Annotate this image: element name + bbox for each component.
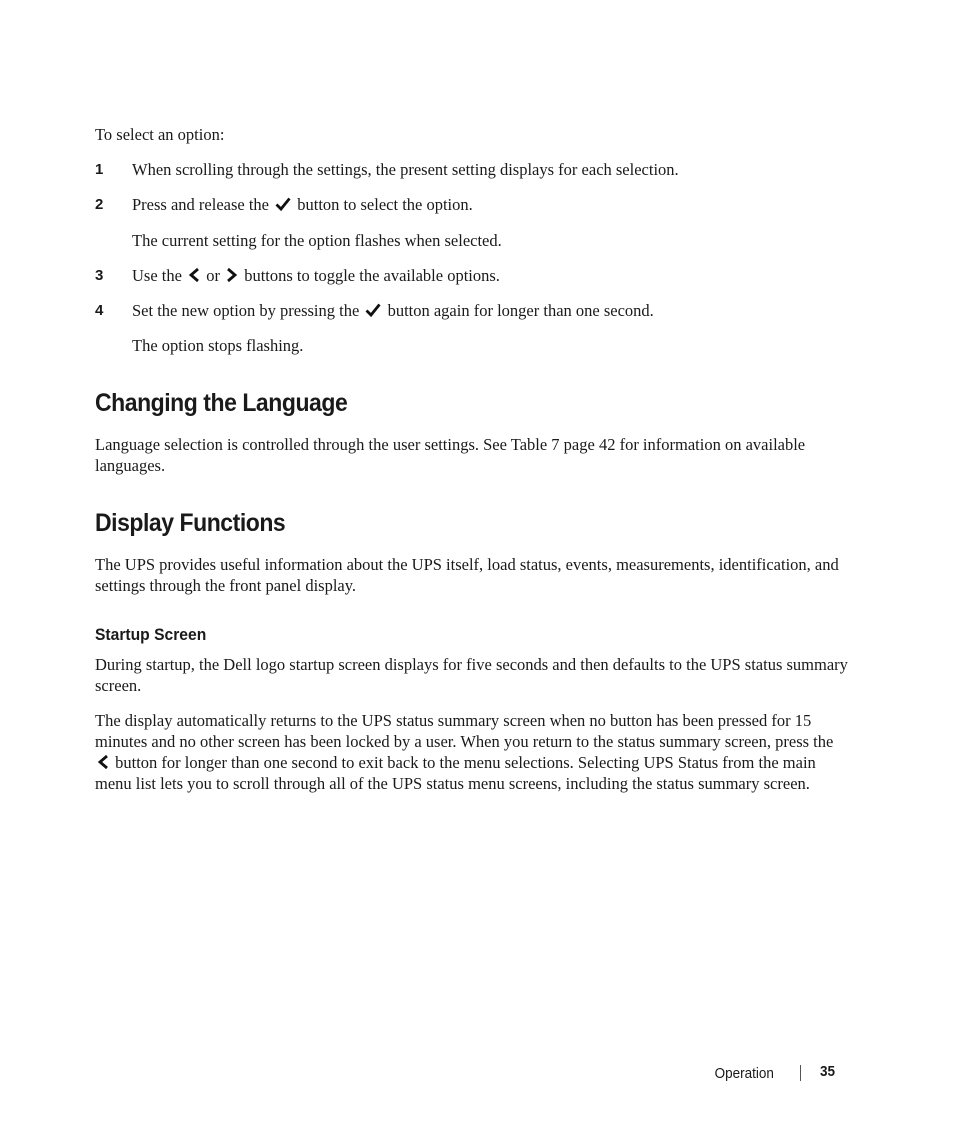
step-text-after: buttons to toggle the available options. <box>244 266 500 285</box>
step-text <box>132 194 852 215</box>
startup-paragraph-1: During startup, the Dell logo startup screen displays for five seconds and then defaults to the UPS status summary screen. <box>95 655 848 695</box>
step-text-after: button again for longer than one second. <box>387 301 654 320</box>
startup-paragraph-2-after: button for longer than one second to exit back to the menu selections. Selecting UPS Status from the main menu list lets you to scroll through all of the UPS status menu screens, including the status summary screen. <box>95 753 816 793</box>
language-paragraph: Language selection is controlled through the user settings. See Table 7 page 42 for information on available languages. <box>95 435 806 475</box>
intro-text: To select an option: <box>95 125 225 144</box>
subsection-heading-startup: Startup Screen <box>95 625 207 644</box>
section-heading-display: Display Functions <box>95 509 286 537</box>
chevron-right-icon <box>226 267 238 283</box>
chevron-left-icon <box>97 754 109 770</box>
page-number: 35 <box>820 1063 836 1080</box>
step-subtext: The option stops flashing. <box>132 336 304 355</box>
footer-divider <box>800 1065 801 1081</box>
step-text-before: Set the new option by pressing the <box>132 301 360 320</box>
footer-section-name: Operation <box>714 1065 774 1082</box>
section-heading-language: Changing the Language <box>95 389 348 417</box>
step-subtext: The current setting for the option flashes when selected. <box>132 231 502 250</box>
check-icon <box>275 196 291 212</box>
step-number: 4 <box>95 302 104 319</box>
step-number: 2 <box>95 196 104 213</box>
step-text: When scrolling through the settings, the present setting displays for each selection. <box>132 160 679 179</box>
startup-paragraph-2-before: The display automatically returns to the UPS status summary screen when no button has been pressed for 15 minutes and no other screen has been locked by a user. When you return to the status summary screen, press the <box>95 711 834 751</box>
step-text <box>132 265 852 286</box>
step-text-before: Press and release the <box>132 195 269 214</box>
check-icon <box>365 302 381 318</box>
page-footer <box>0 1063 954 1083</box>
step-text-before: Use the <box>132 266 182 285</box>
step-text-after: button to select the option. <box>297 195 473 214</box>
step-text <box>132 300 852 321</box>
step-number: 1 <box>95 161 104 178</box>
chevron-left-icon <box>188 267 200 283</box>
startup-paragraph-2 <box>95 710 850 794</box>
step-text-middle: or <box>206 266 220 285</box>
display-paragraph: The UPS provides useful information about the UPS itself, load status, events, measurements, identification, and settings through the front panel display. <box>95 555 839 595</box>
step-number: 3 <box>95 267 104 284</box>
